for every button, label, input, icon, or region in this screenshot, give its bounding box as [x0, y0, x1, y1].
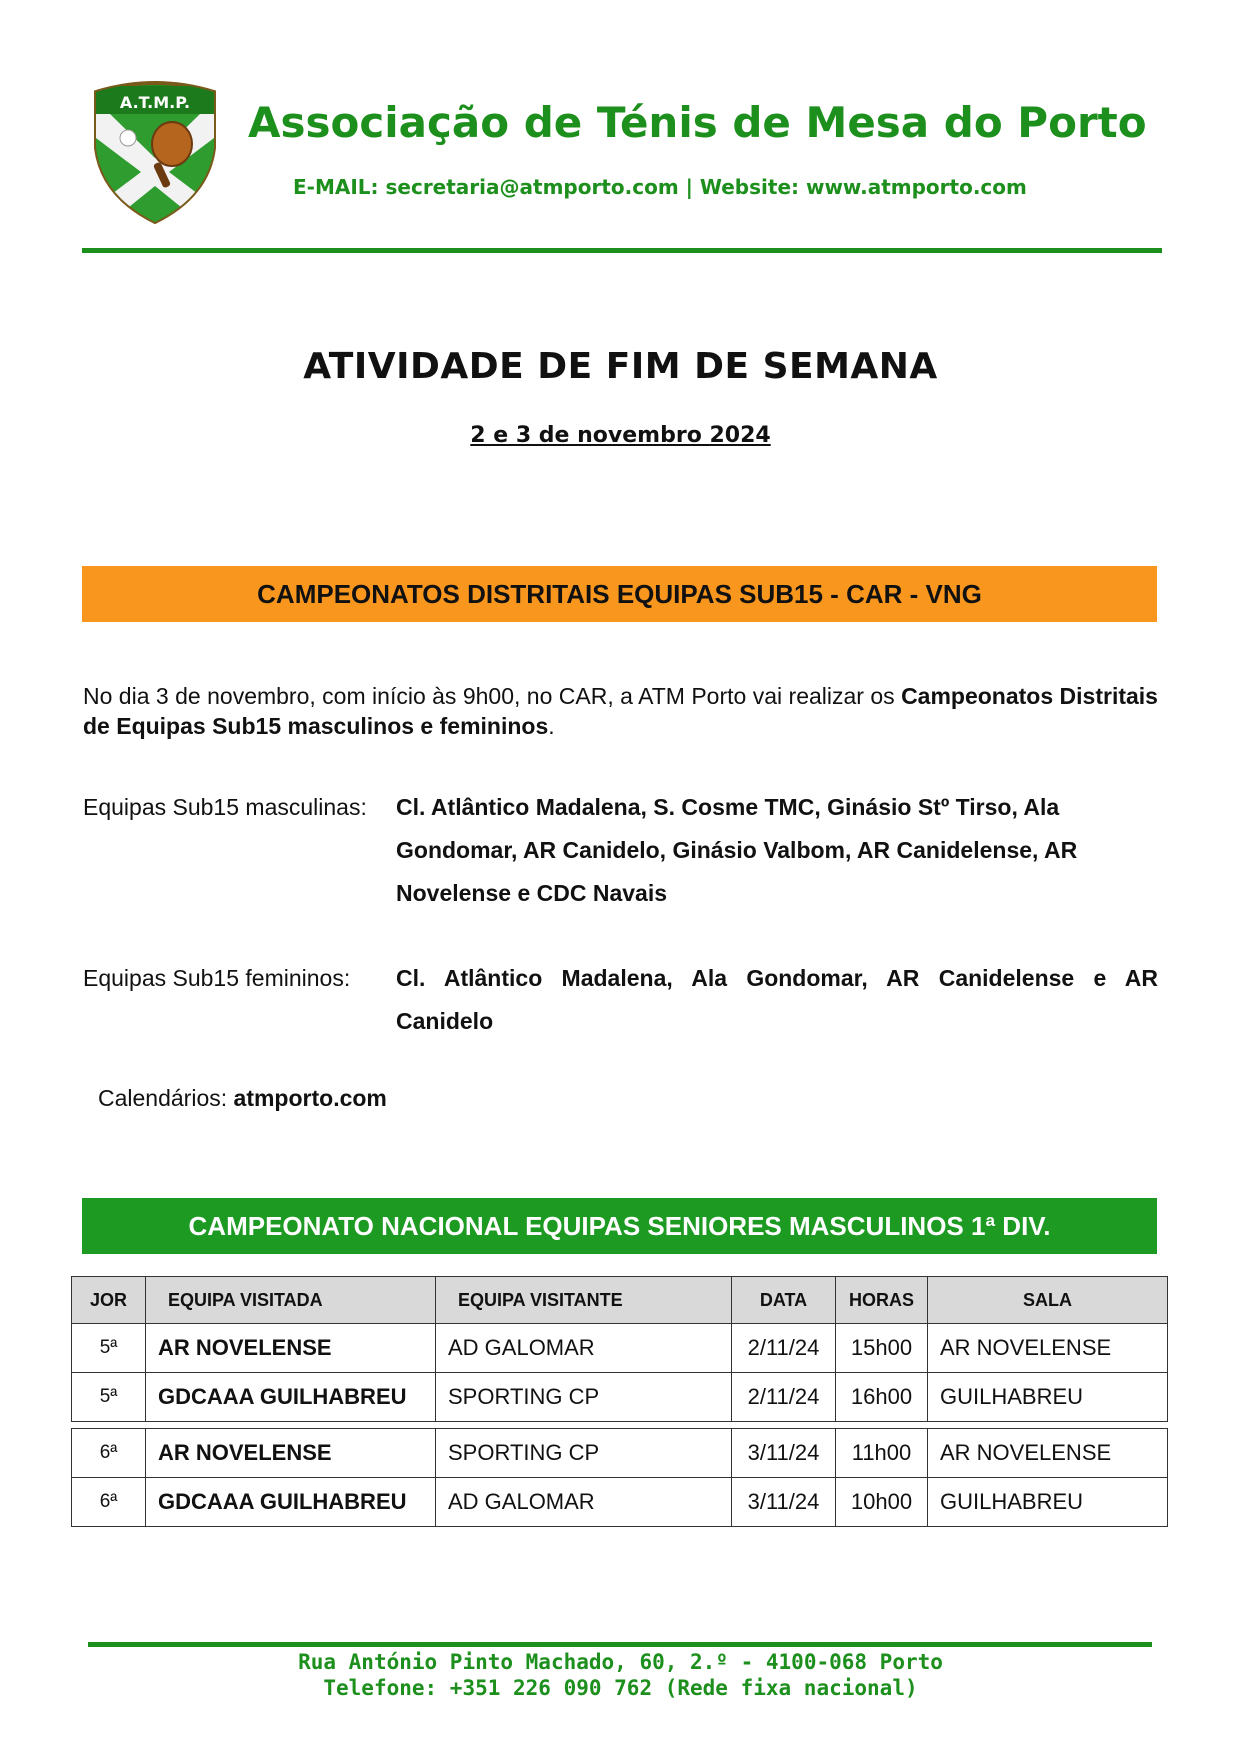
female-teams-list: Cl. Atlântico Madalena, Ala Gondomar, AR Canidelense e AR Canidelo	[396, 965, 1158, 1034]
col-header-equipa-visitada: EQUIPA VISITADA	[146, 1277, 436, 1324]
cell-jor: 6ª	[72, 1478, 146, 1527]
table-spacer-row	[72, 1422, 1168, 1429]
col-header-data: DATA	[732, 1277, 836, 1324]
cell-date: 2/11/24	[732, 1324, 836, 1373]
org-title: Associação de Ténis de Mesa do Porto	[248, 98, 1147, 147]
cell-away-team: SPORTING CP	[436, 1429, 732, 1478]
cell-home-team: AR NOVELENSE	[146, 1324, 436, 1373]
section-heading-nacional: CAMPEONATO NACIONAL EQUIPAS SENIORES MASCULINOS 1ª DIV.	[82, 1198, 1157, 1254]
table-row	[72, 1373, 1168, 1422]
cell-time: 16h00	[836, 1373, 928, 1422]
games-table	[71, 1276, 1168, 1527]
intro-text: No dia 3 de novembro, com início às 9h00, no CAR, a ATM Porto vai realizar os	[83, 683, 902, 709]
cell-time: 15h00	[836, 1324, 928, 1373]
cell-jor: 6ª	[72, 1429, 146, 1478]
cell-home-team: AR NOVELENSE	[146, 1429, 436, 1478]
page-title: ATIVIDADE DE FIM DE SEMANA	[303, 346, 938, 387]
cell-away-team: SPORTING CP	[436, 1373, 732, 1422]
cell-home-team: GDCAAA GUILHABREU	[146, 1478, 436, 1527]
cell-venue: AR NOVELENSE	[928, 1324, 1168, 1373]
calendar-link[interactable]: atmporto.com	[233, 1085, 387, 1111]
intro-end: .	[548, 713, 555, 739]
footer-divider	[88, 1642, 1152, 1647]
intro-bold-text: Campeonatos Distritais de Equipas Sub15 masculinos e femininos	[83, 683, 1158, 739]
contact-line: E-MAIL: secretaria@atmporto.com | Website: www.atmporto.com	[293, 175, 1027, 199]
cell-time: 11h00	[836, 1429, 928, 1478]
table-header-row	[72, 1277, 1168, 1324]
section-heading-distritais: CAMPEONATOS DISTRITAIS EQUIPAS SUB15 - CAR - VNG	[82, 566, 1157, 622]
footer-address: Rua António Pinto Machado, 60, 2.º - 4100-068 Porto	[298, 1650, 943, 1674]
table-row	[72, 1478, 1168, 1527]
cell-date: 2/11/24	[732, 1373, 836, 1422]
event-date: 2 e 3 de novembro 2024	[470, 423, 771, 448]
cell-jor: 5ª	[72, 1373, 146, 1422]
cell-venue: GUILHABREU	[928, 1373, 1168, 1422]
cell-time: 10h00	[836, 1478, 928, 1527]
intro-paragraph	[83, 681, 1158, 741]
col-header-sala: SALA	[928, 1277, 1168, 1324]
cell-away-team: AD GALOMAR	[436, 1478, 732, 1527]
calendar-label: Calendários:	[98, 1085, 234, 1111]
atmp-logo	[88, 78, 222, 224]
col-header-equipa-visitante: EQUIPA VISITANTE	[436, 1277, 732, 1324]
spacer-cell	[72, 1422, 1168, 1429]
calendar-line	[98, 1085, 387, 1112]
male-teams-label: Equipas Sub15 masculinas:	[83, 794, 367, 820]
table-row	[72, 1429, 1168, 1478]
cell-jor: 5ª	[72, 1324, 146, 1373]
cell-date: 3/11/24	[732, 1429, 836, 1478]
col-header-horas: HORAS	[836, 1277, 928, 1324]
cell-home-team: GDCAAA GUILHABREU	[146, 1373, 436, 1422]
female-teams-label: Equipas Sub15 femininos:	[83, 965, 351, 991]
cell-venue: AR NOVELENSE	[928, 1429, 1168, 1478]
col-header-jor: JOR	[72, 1277, 146, 1324]
footer-phone: Telefone: +351 226 090 762 (Rede fixa nacional)	[323, 1676, 918, 1700]
logo-text: A.T.M.P.	[119, 93, 191, 112]
header-divider	[82, 248, 1162, 253]
cell-away-team: AD GALOMAR	[436, 1324, 732, 1373]
table-row	[72, 1324, 1168, 1373]
cell-venue: GUILHABREU	[928, 1478, 1168, 1527]
cell-date: 3/11/24	[732, 1478, 836, 1527]
male-teams-list: Cl. Atlântico Madalena, S. Cosme TMC, Ginásio Stº Tirso, Ala Gondomar, AR Canidelo, Ginásio Valbom, AR Canidelense, AR Novelense e CDC Navais	[396, 794, 1078, 906]
